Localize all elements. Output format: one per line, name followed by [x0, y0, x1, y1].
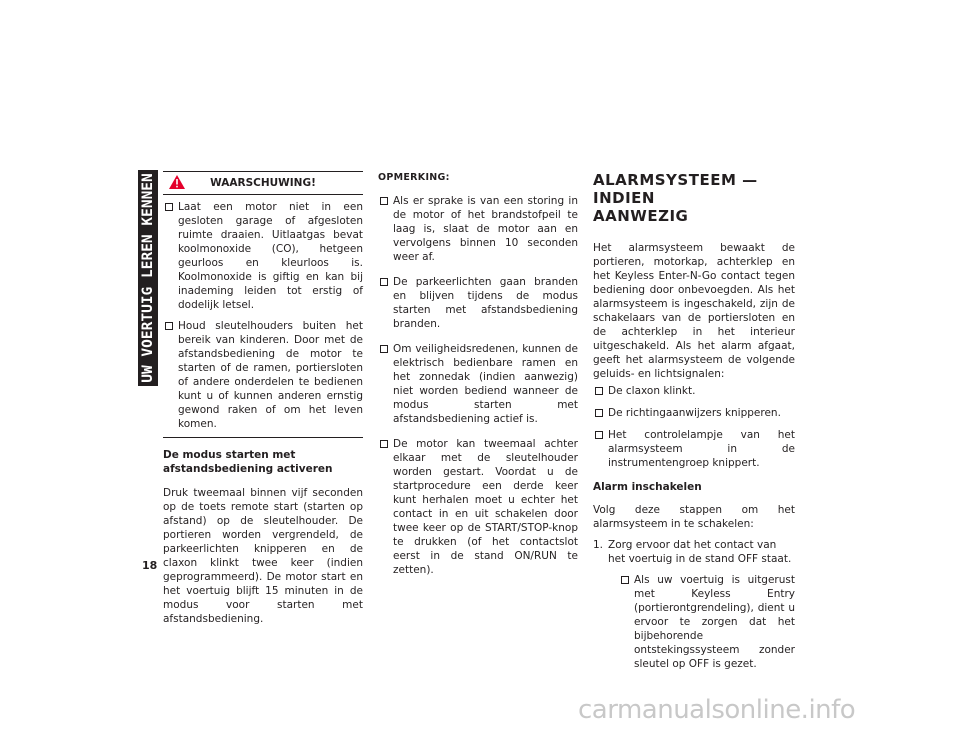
remote-mode-heading: De modus starten met afstandsbediening activeren — [163, 449, 333, 475]
arm-step-subitem-text: Als uw voertuig is uitgerust met Keyless Entry (portierontgrendeling), dient u ervoor te zorgen dat het bijbehorende ontstekingssysteem zonder sleutel op OFF is gezet. — [634, 574, 795, 670]
note-item-text: De motor kan tweemaal achter elkaar met de sleutelhouder worden gestart. Voordat u de startprocedure een derde keer kunt herhalen moet u echter het contact in en uit schakelen door twee keer op de START/STOP-knop te drukken (of het contactslot eerst in de stand ON/RUN te zetten). — [393, 438, 578, 576]
checkbox-bullet-icon — [595, 409, 603, 417]
note-item — [378, 275, 578, 331]
column-right — [593, 171, 795, 679]
alarm-title-line1: ALARMSYSTEEM — INDIEN — [593, 171, 758, 207]
warning-title: WAARSCHUWING! — [210, 177, 316, 189]
side-section-tab — [138, 170, 158, 386]
alarm-signal-item — [593, 428, 795, 470]
arm-step-subitem — [619, 573, 795, 671]
alarm-signal-text: De richtingaanwijzers knipperen. — [608, 407, 781, 419]
arm-intro: Volg deze stappen om het alarmsysteem in te schakelen: — [593, 504, 795, 530]
arm-step-text: Zorg ervoor dat het contact van het voertuig in de stand OFF staat. — [608, 539, 792, 565]
checkbox-bullet-icon — [595, 431, 603, 439]
page-number: 18 — [142, 559, 158, 572]
note-item — [378, 342, 578, 426]
warning-item — [163, 319, 363, 431]
column-middle — [378, 171, 578, 588]
note-item — [378, 437, 578, 577]
checkbox-bullet-icon — [621, 576, 629, 584]
watermark: carmanualsonline.info — [578, 695, 856, 725]
checkbox-bullet-icon — [380, 197, 388, 205]
remote-mode-text: Druk tweemaal binnen vijf seconden op de toets remote start (starten op afstand) op de sleutelhouder. De portieren worden vergrendeld, de parkeerlichten knipperen en de claxon klinkt twee keer (indien geprogrammeerd). De motor start en het voertuig blijft 15 minuten in de modus voor starten met afstandsbediening. — [163, 487, 363, 625]
checkbox-bullet-icon — [165, 322, 173, 330]
checkbox-bullet-icon — [595, 387, 603, 395]
note-item-text: Als er sprake is van een storing in de motor of het brandstofpeil te laag is, slaat de motor aan en vervolgens binnen 10 seconden weer af. — [393, 195, 578, 263]
warning-item-text: Laat een motor niet in een gesloten garage of afgesloten ruimte draaien. Uitlaatgas bevat koolmonoxide (CO), hetgeen geurloos en kleurloos is. Koolmonoxide is giftig en kan bij inademing leiden tot erstig of dodelijk letsel. — [178, 201, 363, 311]
note-item — [378, 194, 578, 264]
note-heading: OPMERKING: — [378, 172, 450, 183]
alarm-signal-item — [593, 384, 795, 398]
warning-header — [163, 171, 363, 195]
alarm-intro: Het alarmsysteem bewaakt de portieren, motorkap, achterklep en het Keyless Enter-N-Go contact tegen bediening door onbevoegden. Als het alarmsysteem is ingeschakeld, zijn de schakelaars van de portiersloten en de achterklep in het interieur uitgeschakeld. Als het alarm afgaat, geeft het alarmsysteem de volgende geluids- en lichtsignalen: — [593, 242, 795, 380]
alarm-signal-item — [593, 406, 795, 420]
checkbox-bullet-icon — [380, 278, 388, 286]
arm-heading: Alarm inschakelen — [593, 481, 702, 493]
warning-item-text: Houd sleutelhouders buiten het bereik van kinderen. Door met de afstandsbediening de motor te starten of de ramen, portiersloten of andere onderdelen te bedienen kunt u of kunnen anderen ernstig gewond raken of om het leven komen. — [178, 320, 363, 430]
note-item-text: Om veiligheidsredenen, kunnen de elektrisch bedienbare ramen en het zonnedak (indien aanwezig) niet worden bediend wanneer de modus starten met afstandsbediening actief is. — [393, 343, 578, 425]
alarm-signal-text: Het controlelampje van het alarmsysteem in de instrumentengroep knippert. — [608, 429, 795, 469]
alarm-title-line2: AANWEZIG — [593, 207, 689, 225]
checkbox-bullet-icon — [165, 203, 173, 211]
warning-box — [163, 171, 363, 438]
checkbox-bullet-icon — [380, 345, 388, 353]
alarm-section-title — [593, 171, 795, 225]
alarm-signal-text: De claxon klinkt. — [608, 385, 696, 397]
arm-step — [593, 538, 795, 566]
arm-step-number: 1. — [593, 539, 604, 551]
side-section-tab-label: UW VOERTUIG LEREN KENNEN — [140, 173, 156, 383]
column-left — [163, 171, 363, 634]
checkbox-bullet-icon — [380, 440, 388, 448]
warning-item — [163, 200, 363, 312]
note-item-text: De parkeerlichten gaan branden en blijven tijdens de modus starten met afstandsbediening branden. — [393, 276, 578, 330]
